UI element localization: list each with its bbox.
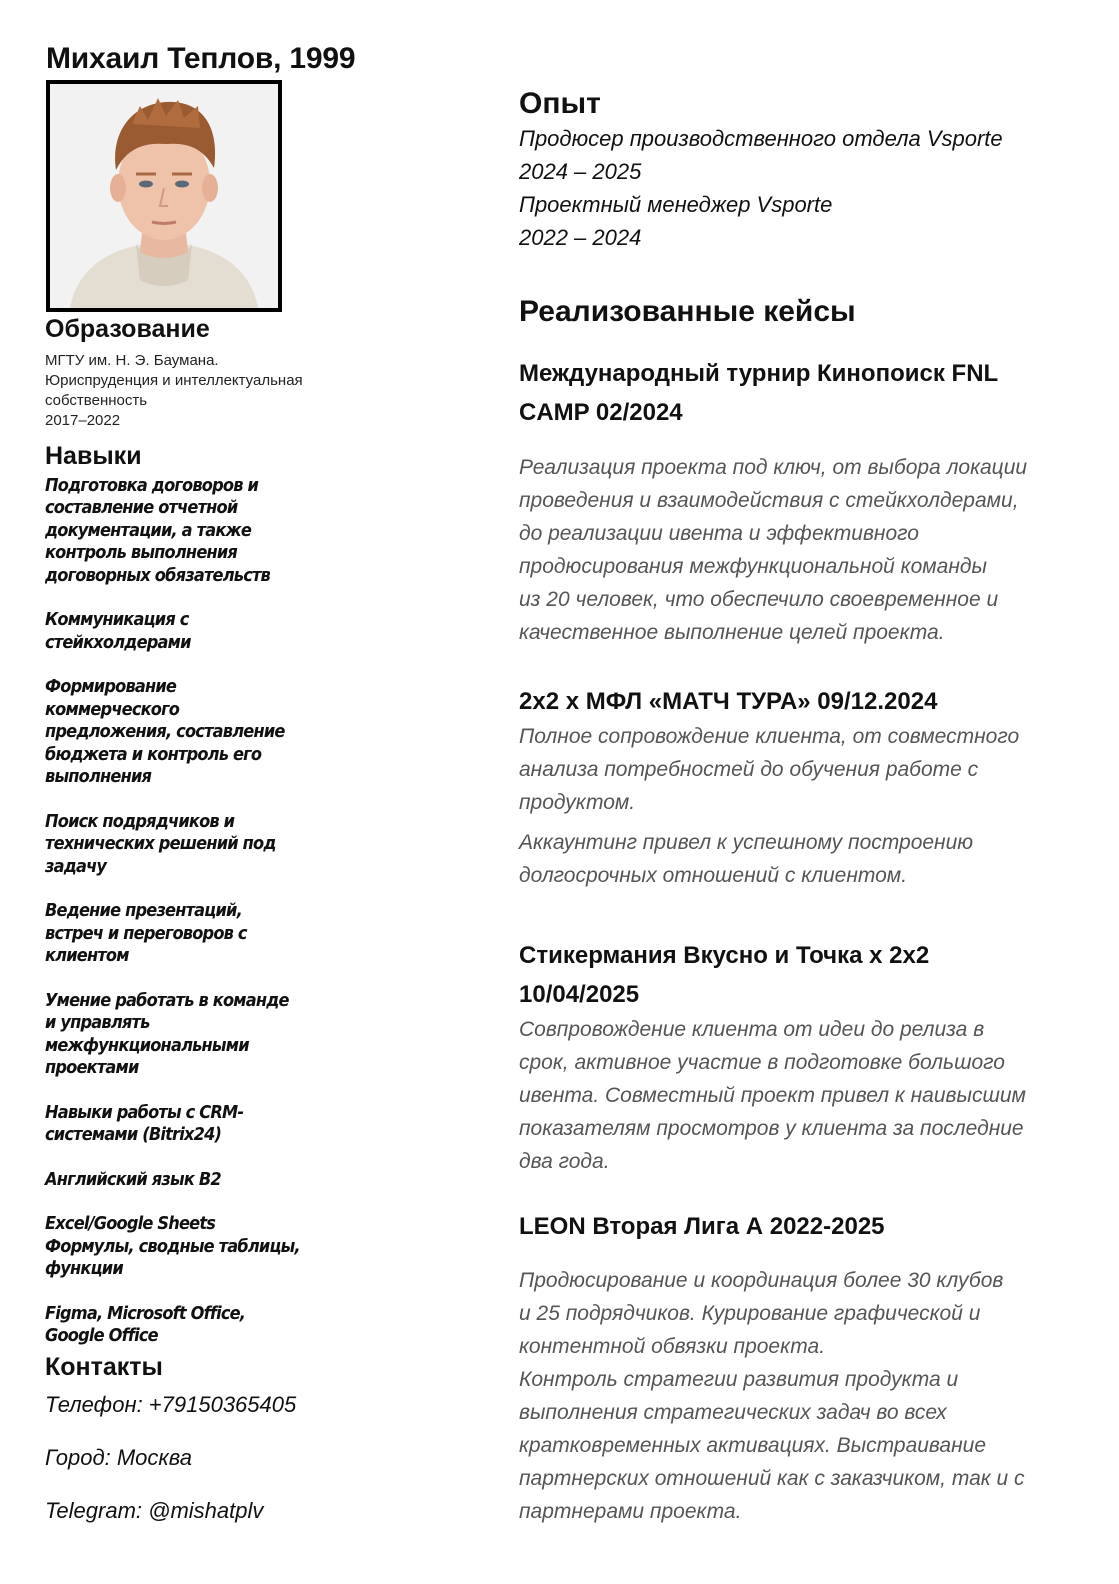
- resume-name: Михаил Теплов, 1999: [46, 42, 356, 75]
- skill-line: задачу: [45, 855, 107, 877]
- case-text-line: показателям просмотров у клиента за последние: [519, 1117, 1024, 1140]
- skill-line: договорных обязательств: [45, 564, 271, 586]
- skill-line: составление отчетной: [45, 497, 238, 518]
- case-text-line: Реализация проекта под ключ, от выбора локации: [519, 456, 1028, 479]
- skill-line: встреч и переговоров с: [45, 922, 247, 944]
- job-title: Проектный менеджер Vsporte: [519, 192, 833, 217]
- skill-item: [45, 1213, 333, 1281]
- education-line: МГТУ им. Н. Э. Баумана.: [45, 352, 219, 370]
- skill-line: выполнения: [45, 766, 152, 787]
- contacts-heading: Контакты: [45, 1352, 163, 1381]
- skill-line: контроль выполнения: [45, 542, 238, 563]
- job-period: 2022 – 2024: [519, 225, 642, 250]
- experience-heading: Опыт: [519, 87, 601, 120]
- case-description: [519, 1363, 1099, 1528]
- case-text-line: продуктом.: [519, 791, 636, 814]
- case-title-line: LEON Вторая Лига А 2022-2025: [519, 1213, 885, 1240]
- left-column: [45, 314, 345, 1525]
- profile-photo: [46, 80, 282, 312]
- skill-line: Google Office: [45, 1325, 158, 1346]
- case-title: [519, 936, 1099, 1014]
- case-title-line: CAMP 02/2024: [519, 399, 683, 426]
- skill-line: Навыки работы с CRM-: [45, 1101, 244, 1123]
- case-description: [519, 1264, 1099, 1363]
- case-text-line: Контроль стратегии развития продукта и: [519, 1368, 959, 1391]
- skill-line: Поиск подрядчиков и: [45, 810, 235, 832]
- case-title-line: Стикермания Вкусно и Точка x 2x2: [519, 942, 930, 969]
- cases-heading: Реализованные кейсы: [519, 295, 856, 328]
- case-text-line: выполнения стратегических задач во всех: [519, 1401, 947, 1424]
- case-text-line: проведения и взаимодействия с стейкхолдерами,: [519, 489, 1019, 512]
- case-text-line: до реализации ивента и эффективного: [519, 522, 919, 545]
- case-text-line: кратковременных активациях. Выстраивание: [519, 1434, 987, 1457]
- case-text-line: продюсирования межфункциональной команды: [519, 555, 987, 578]
- case-text-line: долгосрочных отношений с клиентом.: [519, 864, 908, 887]
- job-title: Продюсер производственного отдела Vsporte: [519, 126, 1003, 151]
- skill-line: проектами: [45, 1057, 139, 1078]
- case-text-line: срок, активное участие в подготовке большого: [519, 1051, 1005, 1074]
- contact-phone: Телефон: +79150365405: [45, 1391, 297, 1417]
- skills-heading: Навыки: [45, 442, 142, 471]
- case-title: [519, 682, 1099, 721]
- case-description: [519, 720, 1099, 819]
- skill-item: [45, 811, 333, 879]
- right-column: [519, 86, 1099, 1528]
- case-title: [519, 1207, 1099, 1246]
- education-line: собственность: [45, 392, 148, 410]
- skill-line: и управлять: [45, 1012, 150, 1033]
- case-text-line: контентной обвязки проекта.: [519, 1335, 826, 1358]
- skill-item: [45, 676, 333, 789]
- portrait-image: [50, 84, 278, 308]
- case-text-line: и 25 подрядчиков. Курирование графической и: [519, 1302, 981, 1325]
- case-text-line: ивента. Совместный проект привел к наивысшим: [519, 1084, 1026, 1107]
- skill-line: Figma, Microsoft Office,: [45, 1302, 246, 1324]
- case-text-line: партнерских отношений как с заказчиком, так и с: [519, 1467, 1025, 1490]
- skill-line: предложения, составление: [45, 721, 285, 742]
- skill-line: Английский язык B2: [45, 1168, 221, 1190]
- contact-telegram: Telegram: @mishatplv: [45, 1497, 264, 1523]
- case-text-line: Аккаунтинг привел к успешному построению: [519, 831, 974, 854]
- case-text-line: из 20 человек, что обеспечило своевременное и: [519, 588, 999, 611]
- case-description: [519, 826, 1099, 892]
- education-line: Юриспруденция и интеллектуальная: [45, 372, 303, 390]
- case-text-line: анализа потребностей до обучения работе с: [519, 758, 979, 781]
- skill-line: коммерческого: [45, 698, 180, 720]
- education-block: [45, 351, 345, 431]
- contact-city: Город: Москва: [45, 1444, 193, 1470]
- skill-line: Подготовка договоров и: [45, 474, 259, 496]
- case-description: [519, 1013, 1099, 1178]
- skill-item: [45, 1102, 333, 1147]
- skill-item: [45, 475, 333, 588]
- skill-line: Формулы, сводные таблицы,: [45, 1235, 300, 1257]
- skill-line: Умение работать в команде: [45, 989, 289, 1011]
- skill-item: [45, 990, 333, 1080]
- case-title-line: 2x2 x МФЛ «МАТЧ ТУРА» 09/12.2024: [519, 688, 938, 715]
- skill-item: [45, 609, 333, 654]
- case-title: [519, 354, 1099, 432]
- case-text-line: Совпровождение клиента от идеи до релиза в: [519, 1018, 985, 1041]
- skill-item: [45, 900, 333, 968]
- case-text-line: партнерами проекта.: [519, 1500, 742, 1523]
- case-text-line: два года.: [519, 1150, 610, 1173]
- skill-line: Коммуникация с: [45, 609, 189, 630]
- skill-line: Формирование: [45, 676, 177, 697]
- skill-line: функции: [45, 1258, 123, 1279]
- education-heading: Образование: [45, 315, 210, 343]
- skill-line: бюджета и контроль его: [45, 743, 262, 765]
- case-text-line: Полное сопровождение клиента, от совместного: [519, 725, 1020, 748]
- skill-line: документации, а также: [45, 519, 252, 541]
- skill-item: [45, 1303, 333, 1348]
- education-line: 2017–2022: [45, 412, 121, 430]
- skill-line: стейкхолдерами: [45, 631, 191, 653]
- skill-line: межфункциональными: [45, 1034, 249, 1056]
- case-title-line: 10/04/2025: [519, 981, 640, 1008]
- skill-line: Excel/Google Sheets: [45, 1213, 216, 1234]
- skill-line: технических решений под: [45, 833, 276, 854]
- case-text-line: качественное выполнение целей проекта.: [519, 621, 945, 644]
- case-title-line: Международный турнир Кинопоиск FNL: [519, 360, 999, 387]
- job-period: 2024 – 2025: [519, 159, 642, 184]
- skill-item: [45, 1169, 333, 1192]
- skill-line: Ведение презентаций,: [45, 900, 242, 921]
- skill-line: клиентом: [45, 945, 129, 966]
- skill-line: системами (Bitrix24): [45, 1124, 222, 1145]
- case-text-line: Продюсирование и координация более 30 клубов: [519, 1269, 1004, 1292]
- case-description: [519, 451, 1099, 649]
